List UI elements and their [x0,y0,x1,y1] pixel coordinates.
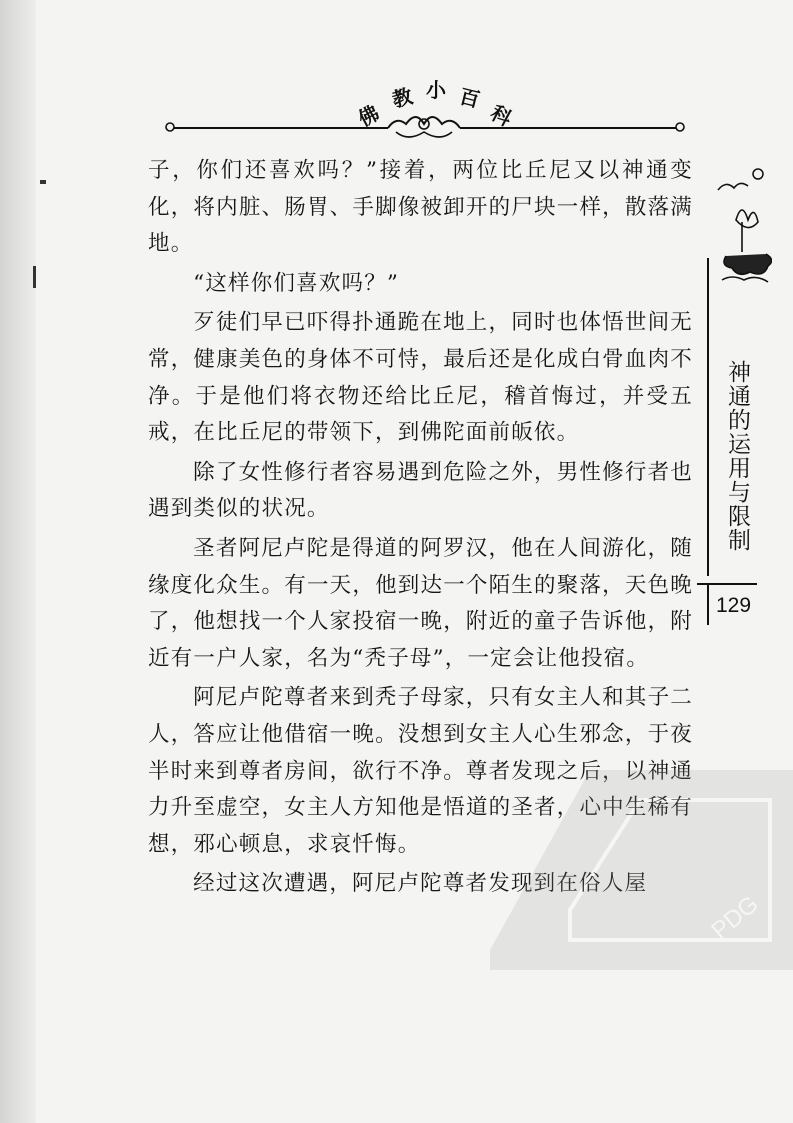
paragraph: 子，你们还喜欢吗？”接着，两位比丘尼又以神通变化，将内脏、肠胃、手脚像被卸开的尸块一样，散落满地。 [148,158,693,257]
paragraph: 经过这次遭遇，阿尼卢陀尊者发现到在俗人屋 [193,871,648,897]
paragraph: 歹徒们早已吓得扑通跪在地上，同时也体悟世间无常，健康美色的身体不可恃，最后还是化成白骨血肉不净。于是他们将衣物还给比丘尼，稽首悔过，并受五戒，在比丘尼的带领下，到佛陀面前皈依。 [148,310,693,446]
scan-mark [40,180,46,184]
lotus-cloud-ornament [712,160,772,310]
chapter-title: 神通的运用与限制 [724,360,750,552]
paragraph: 除了女性修行者容易遇到危险之外，男性修行者也遇到类似的状况。 [148,459,693,522]
page-left-edge-shadow [0,0,36,1123]
page-number-rule [697,583,757,585]
title-char: 小 [426,78,446,102]
header-ornamental-rule [160,110,690,150]
title-char: 百 [457,83,483,113]
page-number-divider [707,585,709,625]
page-number: 129 [716,594,752,617]
paragraph: “这样你们喜欢吗？” [193,270,400,296]
watermark-text: PDG [706,890,764,945]
scan-mark [33,266,36,288]
title-char: 科 [486,100,516,132]
paragraph: 阿尼卢陀尊者来到秃子母家，只有女主人和其子二人，答应让他借宿一晚。没想到女主人心生邪念，于夜半时来到尊者房间，欲行不净。尊者发现之后，以神通力升至虚空，女主人方知他是悟道的圣者，心中生稀有想，邪心顿息，求哀忏悔。 [148,685,693,857]
library-watermark-stamp [470,740,793,970]
title-char: 教 [389,83,415,113]
title-char: 佛 [354,100,384,132]
paragraph: 圣者阿尼卢陀是得道的阿罗汉，他在人间游化，随缘度化众生。有一天，他到达一个陌生的聚落，天色晚了，他想找一个人家投宿一晚，附近的童子告诉他，附近有一户人家，名为“秃子母”，一定会让他投宿。 [148,535,693,671]
sidebar-divider-line [707,258,709,576]
